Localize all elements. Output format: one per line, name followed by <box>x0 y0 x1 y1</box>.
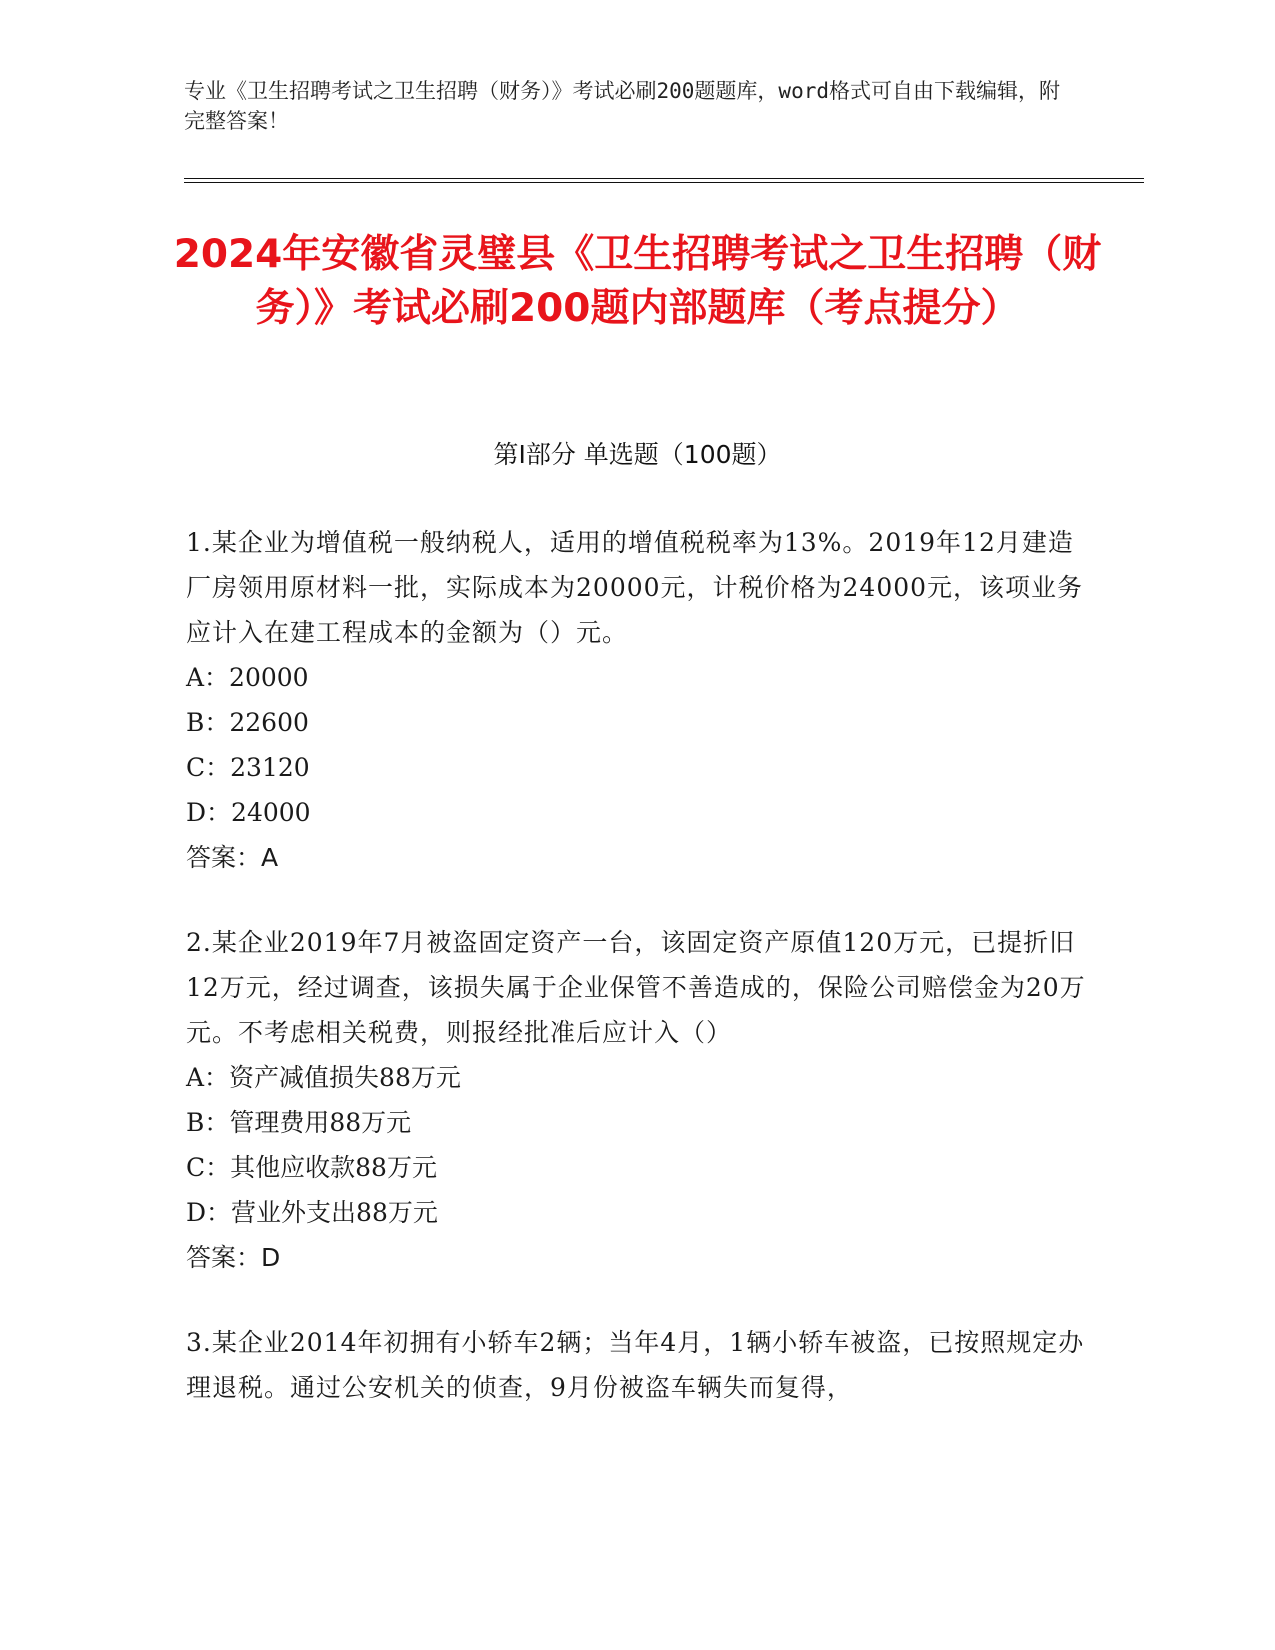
option-b: B：22600 <box>186 708 309 737</box>
section-title: 第I部分 单选题（100题） <box>493 440 782 469</box>
question-stem: 1.某企业为增值税一般纳税人，适用的增值税税率为13%。2019年12月建造厂房领用原材料一批，实际成本为20000元，计税价格为24000元，该项业务应计入在建工程成本的金额为（）元。 <box>186 528 1084 647</box>
option-c: C：其他应收款88万元 <box>186 1153 437 1182</box>
header-note: 专业《卫生招聘考试之卫生招聘（财务）》考试必刷200题题库，word格式可自由下载编辑，附完整答案！ <box>184 79 1060 133</box>
option-b: B：管理费用88万元 <box>186 1108 412 1137</box>
question-stem: 2.某企业2019年7月被盗固定资产一台，该固定资产原值120万元，已提折旧12万元，经过调查，该损失属于企业保管不善造成的，保险公司赔偿金为20万元。不考虑相关税费，则报经批准后应计入（） <box>186 928 1086 1047</box>
question-list <box>186 520 1086 1450</box>
question-stem: 3.某企业2014年初拥有小轿车2辆；当年4月，1辆小轿车被盗，已按照规定办理退税。通过公安机关的侦查，9月份被盗车辆失而复得， <box>186 1328 1085 1402</box>
document-title: 2024年安徽省灵璧县《卫生招聘考试之卫生招聘（财务）》考试必刷200题内部题库（考点提分） <box>173 232 1102 331</box>
answer-line: 答案：A <box>186 843 279 872</box>
answer-line: 答案：D <box>186 1243 281 1272</box>
question-2 <box>186 920 1086 1280</box>
option-d: D：24000 <box>186 798 311 827</box>
option-d: D：营业外支出88万元 <box>186 1198 438 1227</box>
question-1 <box>186 520 1086 880</box>
header-rule-bottom <box>184 182 1144 183</box>
option-a: A：资产减值损失88万元 <box>186 1063 461 1092</box>
question-3 <box>186 1320 1086 1410</box>
option-c: C：23120 <box>186 753 310 782</box>
option-a: A：20000 <box>186 663 309 692</box>
header-rule-top <box>184 178 1144 179</box>
